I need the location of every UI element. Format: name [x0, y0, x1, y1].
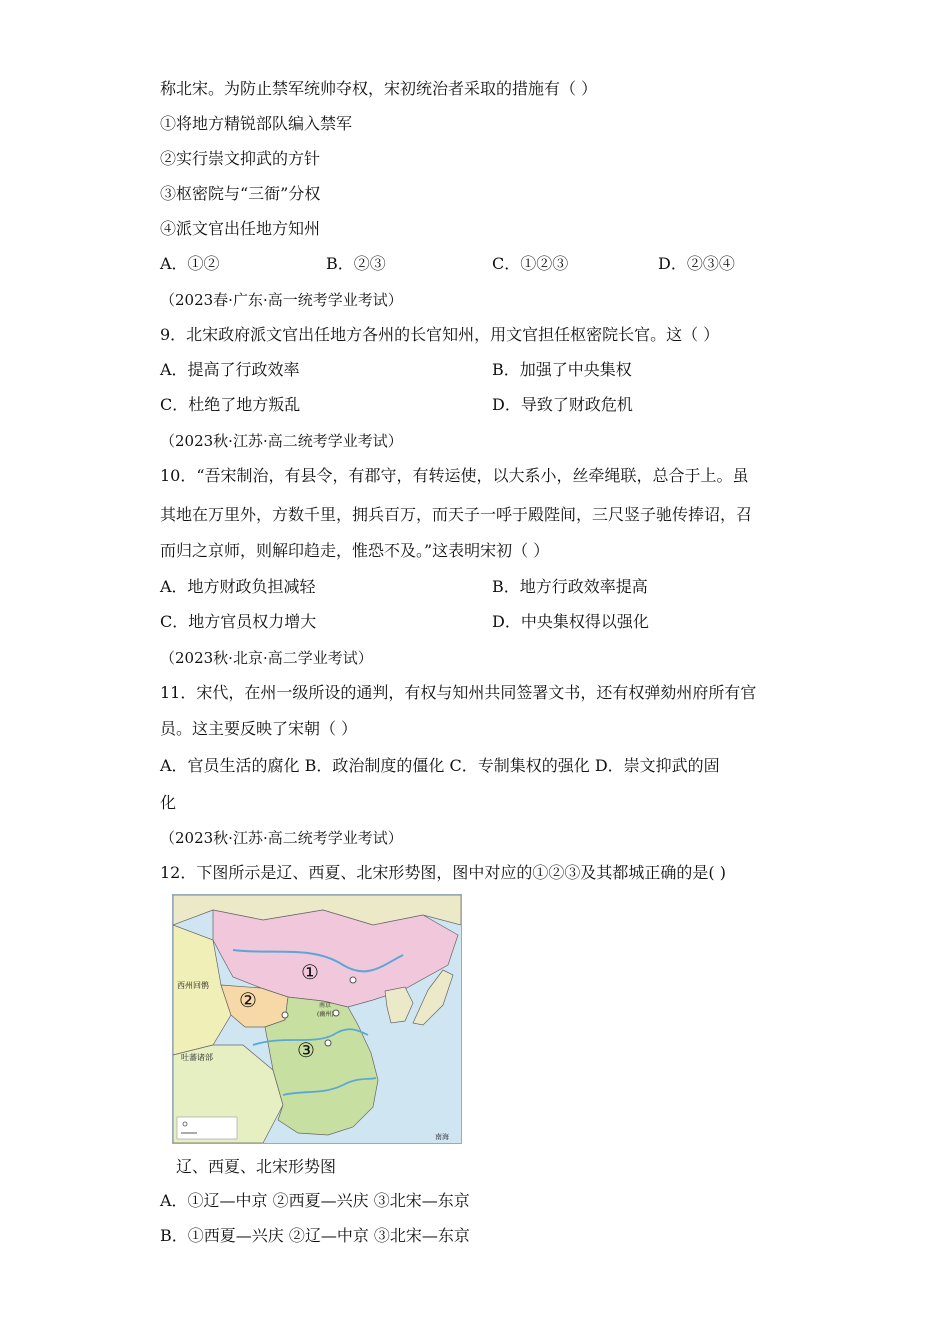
q8-option-a: A．①② — [160, 254, 220, 273]
map-legend — [177, 1117, 237, 1139]
q9-option-b: B．加强了中央集权 — [492, 360, 632, 379]
q10-option-d: D．中央集权得以强化 — [492, 612, 649, 631]
q9-source: （2023春·广东·高一统考学业考试） — [160, 291, 403, 309]
legend-capital-icon — [183, 1122, 187, 1126]
q8-item-1: ①将地方精锐部队编入禁军 — [160, 114, 353, 133]
capital-marker-1 — [350, 977, 356, 983]
label-youzhou: (幽州) — [317, 1011, 334, 1018]
q10-option-c: C．地方官员权力增大 — [160, 612, 317, 631]
capital-marker-2 — [282, 1012, 288, 1018]
q8-stem: 称北宋。为防止禁军统帅夺权，宋初统治者采取的措施有（ ） — [160, 79, 598, 98]
q11-options: A．官员生活的腐化 B．政治制度的僵化 C．专制集权的强化 D．崇文抑武的固 — [160, 756, 720, 775]
label-region-1: ① — [301, 960, 319, 984]
label-nanhai: 南海 — [435, 1133, 449, 1141]
q8-item-3: ③枢密院与“三衙”分权 — [160, 184, 321, 203]
q10-stem-line-3: 而归之京师，则解印趋走，惟恐不及。”这表明宋初（ ） — [160, 541, 550, 560]
q9-stem: 9．北宋政府派文官出任地方各州的长官知州，用文官担任枢密院长官。这（ ） — [160, 325, 720, 344]
label-region-3: ③ — [297, 1038, 315, 1062]
q8-option-b: B．②③ — [326, 254, 386, 273]
q10-option-b: B．地方行政效率提高 — [492, 577, 648, 596]
q8-item-2: ②实行崇文抑武的方针 — [160, 149, 321, 168]
q11-stem-line-1: 11．宋代，在州一级所设的通判，有权与知州共同签署文书，还有权弹劾州府所有官 — [160, 683, 757, 702]
q10-stem-line-1: 10．“吾宋制治，有县令，有郡守，有转运使，以大系小，丝牵绳联，总合于上。虽 — [160, 466, 749, 485]
label-xizhou: 西州回鹘 — [177, 981, 209, 990]
capital-marker-nanjing — [333, 1010, 339, 1016]
q12-stem: 12．下图所示是辽、西夏、北宋形势图，图中对应的①②③及其都城正确的是( ) — [160, 863, 726, 882]
q8-option-d: D．②③④ — [658, 254, 735, 273]
q11-options-wrap: 化 — [160, 793, 177, 812]
q9-option-d: D．导致了财政危机 — [492, 395, 633, 414]
historical-map — [172, 894, 462, 1144]
label-tubo: 吐蕃诸部 — [181, 1053, 213, 1062]
q10-source: （2023秋·江苏·高二统考学业考试） — [160, 432, 403, 450]
q9-option-c: C．杜绝了地方叛乱 — [160, 395, 301, 414]
label-nanjing: 南京 — [319, 1002, 332, 1009]
q9-option-a: A．提高了行政效率 — [160, 360, 300, 379]
q12-option-a: A．①辽—中京 ②西夏—兴庆 ③北宋—东京 — [160, 1191, 470, 1210]
q12-source: （2023秋·江苏·高二统考学业考试） — [160, 829, 403, 847]
q10-stem-line-2: 其地在万里外，方数千里，拥兵百万，而天子一呼于殿陛间，三尺竖子驰传捧诏，召 — [160, 505, 753, 524]
capital-marker-3 — [325, 1040, 331, 1046]
q11-stem-line-2: 员。这主要反映了宋朝（ ） — [160, 719, 358, 738]
q10-option-a: A．地方财政负担减轻 — [160, 577, 316, 596]
q11-source: （2023秋·北京·高二学业考试） — [160, 649, 373, 667]
q8-item-4: ④派文官出任地方知州 — [160, 219, 321, 238]
map-caption: 辽、西夏、北宋形势图 — [176, 1157, 337, 1176]
q8-option-c: C．①②③ — [492, 254, 569, 273]
label-region-2: ② — [239, 988, 257, 1012]
q12-option-b: B．①西夏—兴庆 ②辽—中京 ③北宋—东京 — [160, 1226, 470, 1245]
